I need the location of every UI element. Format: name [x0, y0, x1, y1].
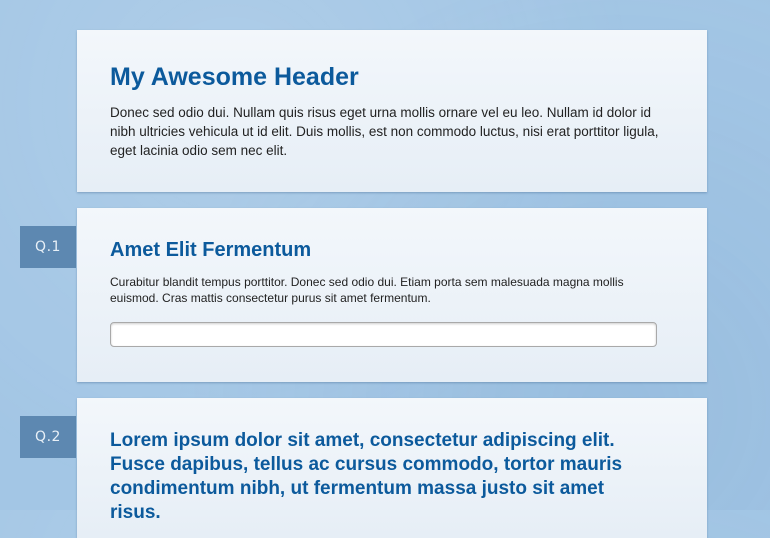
- question-card-1: [77, 208, 707, 382]
- question-title-2: Lorem ipsum dolor sit amet, consectetur adipiscing elit. Fusce dapibus, tellus ac cursus commodo, tortor mauris condimentum nibh, ut fermentum massa justo sit amet risus.: [110, 430, 623, 523]
- question-card-2: [77, 398, 707, 538]
- header-card: [77, 30, 707, 192]
- answer-input-1[interactable]: [110, 322, 657, 347]
- question-description-1: Curabitur blandit tempus porttitor. Donec sed odio dui. Etiam porta sem malesuada magna mollis euismod. Cras mattis consectetur purus sit amet fermentum.: [110, 275, 624, 305]
- question-label-1: Q.1: [20, 226, 76, 268]
- page-title: My Awesome Header: [110, 63, 359, 91]
- question-label-2: Q.2: [20, 416, 76, 458]
- question-title-1: Amet Elit Fermentum: [110, 239, 312, 261]
- header-description: Donec sed odio dui. Nullam quis risus eget urna mollis ornare vel eu leo. Nullam id dolor id nibh ultricies vehicula ut id elit. Duis mollis, est non commodo luctus, nisi erat porttitor ligula, eget lacinia odio sem nec elit.: [110, 105, 659, 158]
